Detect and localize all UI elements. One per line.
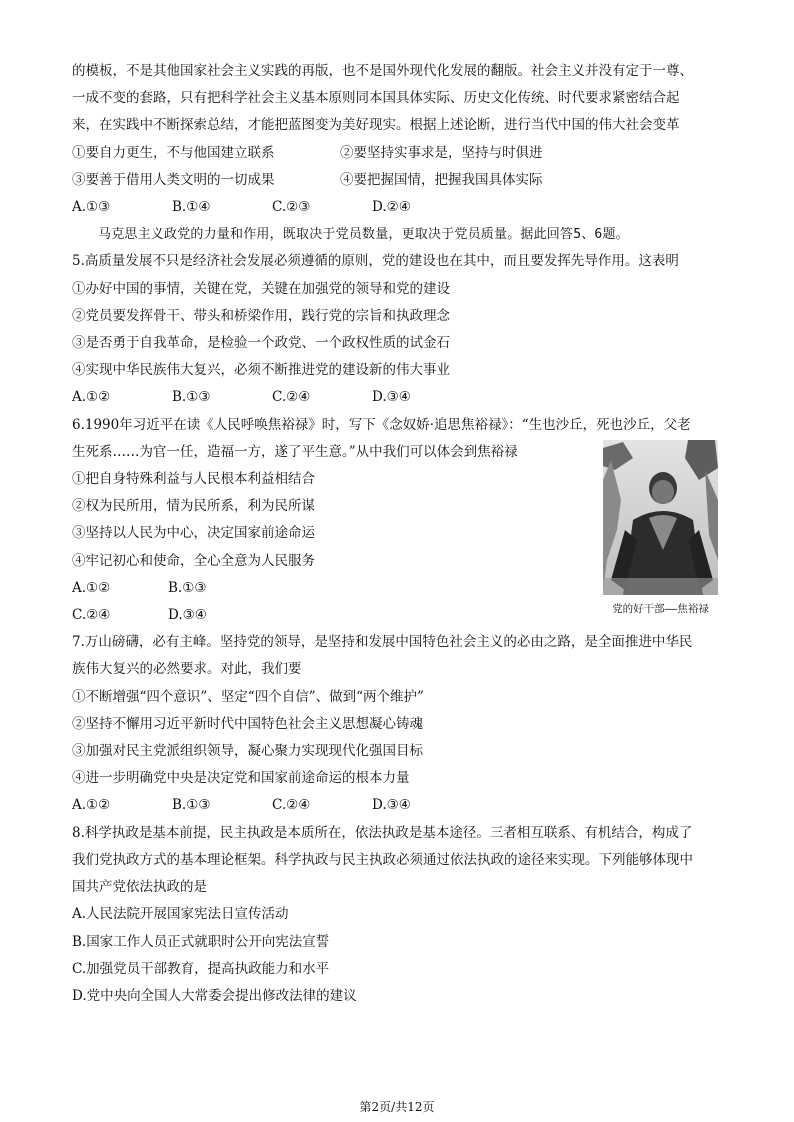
- option: B.①③: [168, 579, 207, 596]
- question-6-stem: 生死系……为官一任，造福一方，遂了平生意。”从中我们可以体会到焦裕禄: [72, 443, 518, 460]
- option: D.②④: [372, 199, 411, 216]
- option: C.②③: [272, 199, 311, 216]
- option: B.①③: [172, 389, 211, 406]
- group-intro: 马克思主义政党的力量和作用，既取决于党员数量，更取决于党员质量。据此回答5、6题。: [98, 227, 629, 243]
- option: B.国家工作人员正式就职时公开向宪法宣誓: [72, 933, 330, 950]
- option: C.②④: [272, 389, 311, 406]
- portrait-photo: [603, 440, 718, 595]
- statement: ④要把握国情，把握我国具体实际: [340, 171, 543, 188]
- question-7-stem: 7.万山磅礴，必有主峰。坚持党的领导，是坚持和发展中国特色社会主义的必由之路，是全面推进中华民: [72, 634, 693, 651]
- statement: ②坚持不懈用习近平新时代中国特色社会主义思想凝心铸魂: [72, 715, 423, 732]
- statement: ④实现中华民族伟大复兴，必须不断推进党的建设新的伟大事业: [72, 362, 450, 379]
- option: C.②④: [272, 797, 311, 814]
- portrait-image: [603, 440, 718, 595]
- answer-options: [72, 194, 722, 221]
- statement-row: [72, 140, 722, 167]
- statement: ①要自力更生，不与他国建立联系: [72, 144, 275, 161]
- question-7-stem: 族伟大复兴的必然要求。对此，我们要: [72, 661, 302, 678]
- passage-line: 一成不变的套路，只有把科学社会主义基本原则同本国具体实际、历史文化传统、时代要求紧密结合起: [72, 90, 680, 107]
- statement: ①办好中国的事情，关键在党，关键在加强党的领导和党的建设: [72, 280, 450, 297]
- option: D.③④: [168, 607, 207, 624]
- statement: ③要善于借用人类文明的一切成果: [72, 171, 275, 188]
- answer-options: [72, 384, 722, 411]
- page-number: 第2页/共12页: [359, 1100, 435, 1114]
- option: B.①④: [172, 199, 211, 216]
- statement: ②权为民所用，情为民所系，利为民所谋: [72, 498, 315, 515]
- question-8-stem: 8.科学执政是基本前提，民主执政是本质所在，依法执政是基本途径。三者相互联系、有机结合，构成了: [72, 824, 693, 841]
- statement-row: [72, 167, 722, 194]
- option: D.③④: [372, 797, 411, 814]
- passage-line: 来，在实践中不断探索总结，才能把蓝图变为美好现实。根据上述论断，进行当代中国的伟大社会变革: [72, 117, 680, 134]
- statement: ①把自身特殊利益与人民根本利益相结合: [72, 471, 315, 488]
- statement: ③加强对民主党派组织领导，凝心聚力实现现代化强国目标: [72, 743, 423, 760]
- figure: [603, 440, 718, 616]
- statement: ①不断增强“四个意识”、坚定“四个自信”、做到“两个维护”: [72, 688, 424, 705]
- option: A.①③: [72, 199, 111, 216]
- statement: ④牢记初心和使命，全心全意为人民服务: [72, 552, 315, 569]
- option: D.党中央向全国人大常委会提出修改法律的建议: [72, 987, 357, 1004]
- answer-options: [72, 792, 722, 819]
- statement: ④进一步明确党中央是决定党和国家前途命运的根本力量: [72, 770, 410, 787]
- option: A.①②: [72, 797, 111, 814]
- option: C.加强党员干部教育，提高执政能力和水平: [72, 960, 330, 977]
- statement: ②要坚持实事求是，坚持与时俱进: [340, 144, 543, 161]
- statement: ③是否勇于自我革命，是检验一个政党、一个政权性质的试金石: [72, 335, 450, 352]
- option: A.人民法院开展国家宪法日宣传活动: [72, 906, 289, 923]
- question-8-stem: 我们党执政方式的基本理论框架。科学执政与民主执政必须通过依法执政的途径来实现。下列能够体现中: [72, 851, 693, 868]
- passage-line: 的模板，不是其他国家社会主义实践的再版，也不是国外现代化发展的翻版。社会主义并没有定于一尊、: [72, 63, 693, 79]
- photo-caption: 党的好干部——焦裕禄: [612, 603, 709, 615]
- option: A.①②: [72, 389, 111, 406]
- option: B.①③: [172, 797, 211, 814]
- option: C.②④: [72, 607, 111, 624]
- question-6-stem: 6.1990年习近平在读《人民呼唤焦裕禄》时，写下《念奴娇·追思焦裕禄》：“生也沙丘，死也沙丘，父老: [72, 416, 691, 433]
- option: A.①②: [72, 579, 111, 596]
- statement: ②党员要发挥骨干、带头和桥梁作用，践行党的宗旨和执政理念: [72, 307, 450, 324]
- question-8-stem: 国共产党依法执政的是: [72, 879, 207, 896]
- statement: ③坚持以人民为中心，决定国家前途命运: [72, 525, 315, 542]
- question-5-stem: 5.高质量发展不只是经济社会发展必须遵循的原则，党的建设也在其中，而且要发挥先导作用。这表明: [72, 253, 679, 270]
- option: D.③④: [372, 389, 411, 406]
